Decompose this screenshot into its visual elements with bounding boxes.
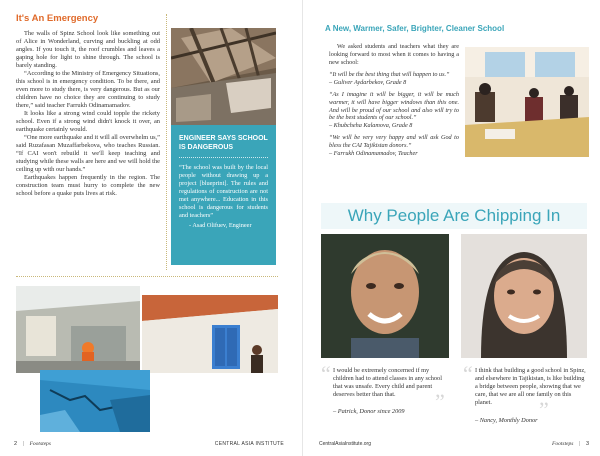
cracked-wall-illustration bbox=[40, 370, 150, 432]
patrick-portrait-illustration bbox=[321, 234, 449, 358]
patrick-attribution: – Patrick, Donor since 2009 bbox=[333, 408, 405, 415]
paragraph: It looks like a strong wind could topple the rickety school. Even if a strong wind didn't knock it over, an earthquake certainly would. bbox=[16, 110, 160, 133]
left-page bbox=[0, 0, 298, 456]
journal-name-right: Footsteps bbox=[552, 441, 574, 447]
paragraph: “One more earthquake and it will all overwhelm us,” said Ruzafasan Muzaffarbekova, who teaches Russian. “If CAI won't rebuild it we'll keep teaching and studying while these walls are here and we will hold the ceiling up with our hands.” bbox=[16, 134, 160, 173]
left-body-text bbox=[16, 30, 160, 198]
nancy-portrait bbox=[461, 234, 587, 358]
footer-separator: | bbox=[22, 441, 25, 447]
school-wall-illustration bbox=[142, 295, 278, 373]
cracked-wall-photo bbox=[40, 370, 150, 432]
org-name: CENTRAL ASIA INSTITUTE bbox=[214, 441, 284, 447]
teacher-quote: “We will be very very happy and will ask God to bless the CAI Tajikistan donors.” bbox=[329, 133, 459, 149]
close-quote-icon: ” bbox=[539, 397, 549, 422]
engineer-sidebar bbox=[171, 125, 276, 265]
chipping-in-heading: Why People Are Chipping In bbox=[321, 203, 587, 229]
school-exterior-photo bbox=[16, 286, 140, 373]
footer-separator: | bbox=[578, 441, 581, 447]
damaged-roof-illustration bbox=[171, 28, 276, 125]
patrick-portrait bbox=[321, 234, 449, 358]
nancy-quote bbox=[475, 367, 587, 407]
student-quote-attribution: – Khubcheha Kalamova, Grade 8 bbox=[329, 122, 413, 130]
sidebar-attribution: - Asad Olifuev, Engineer bbox=[189, 222, 252, 229]
right-heading: A New, Warmer, Safer, Brighter, Cleaner School bbox=[325, 24, 505, 33]
sidebar-divider bbox=[179, 157, 268, 158]
section-divider bbox=[16, 276, 278, 277]
sidebar-title-line2: IS DANGEROUS bbox=[179, 144, 234, 151]
sidebar-title bbox=[179, 134, 268, 152]
school-wall-photo bbox=[142, 295, 278, 373]
paragraph: Earthquakes happen frequently in the region. The construction team must hurry to complete the new school before a quake puts lives at risk. bbox=[16, 174, 160, 197]
patrick-quote bbox=[333, 367, 449, 399]
left-footer bbox=[14, 441, 284, 447]
patrick-quote-text: I would be extremely concerned if my children had to attend classes in any school that was unsafe. Every child and parent deserves better than that. bbox=[333, 367, 442, 398]
sidebar-quote: “The school was built by the local people without drawing up a project [blueprint]. The rules and regulations of construction are not met anywhere... Education in this school is dangerous for students and teachers” bbox=[179, 164, 268, 219]
website-url: CentralAsiaInstitute.org bbox=[319, 441, 371, 447]
page-number-left: 2 bbox=[14, 441, 18, 447]
nancy-quote-text: I think that building a good school in Spinz, and elsewhere in Tajikistan, is like building a bridge between people, showing that we care, that we are all one family on this planet. bbox=[475, 367, 586, 406]
column-divider bbox=[166, 14, 167, 270]
paragraph: “According to the Ministry of Emergency Situations, this school is in emergency condition. To be there, and even more to study there, is very dangerous. But as our children have no choice they are continuing to study there,” said teacher Farrukh Odinamamadov. bbox=[16, 70, 160, 109]
page-number-right: 3 bbox=[585, 441, 589, 447]
journal-name-left: Footsteps bbox=[29, 441, 51, 447]
open-quote-icon: “ bbox=[321, 361, 331, 386]
open-quote-icon: “ bbox=[463, 361, 473, 386]
nancy-attribution: – Nancy, Monthly Donor bbox=[475, 417, 538, 424]
student-quote-attribution: – Guliver Aydarbekov, Grade 8 bbox=[329, 79, 407, 87]
close-quote-icon: ” bbox=[435, 389, 445, 414]
right-page bbox=[302, 0, 600, 456]
damaged-roof-photo bbox=[171, 28, 276, 125]
teacher-quote-attribution: – Farrukh Odinamamadov, Teacher bbox=[329, 149, 418, 157]
student-quote: “As I imagine it will be bigger, it will be much warmer, it will have bigger windows than this one. And will be proud of our school and also will try to be the best students of our school.” bbox=[329, 90, 459, 122]
sidebar-title-line1: ENGINEER SAYS SCHOOL bbox=[179, 135, 268, 142]
right-footer bbox=[319, 441, 589, 447]
student-quote: “It will be the best thing that will happen to us.” bbox=[329, 71, 450, 79]
classroom-illustration bbox=[465, 47, 589, 157]
intro-paragraph: We asked students and teachers what they are looking forward to most when it comes to having a new school: bbox=[329, 43, 459, 66]
classroom-photo bbox=[465, 47, 589, 157]
right-intro-text bbox=[329, 43, 459, 157]
left-heading: It's An Emergency bbox=[16, 13, 99, 24]
paragraph: The walls of Spinz School look like something out of Alice in Wonderland, curving and buckling at odd angles. If you touch it, the roof crumbles and leaves a gaping hole for light to shine through. The school is barely standing. bbox=[16, 30, 160, 69]
nancy-portrait-illustration bbox=[461, 234, 587, 358]
school-exterior-illustration bbox=[16, 286, 140, 373]
